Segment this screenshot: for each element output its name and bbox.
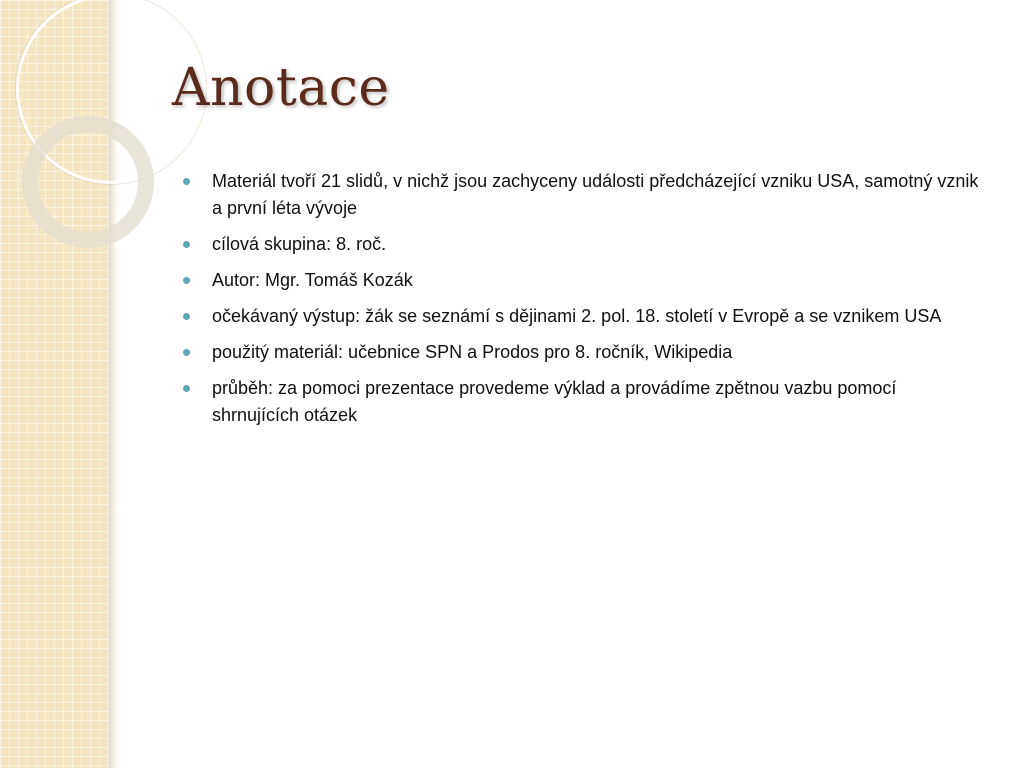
slide-content [180,168,980,438]
bullet-item [180,339,980,366]
bullet-dot-icon [183,385,190,392]
bullet-list [180,168,980,429]
bullet-text: cílová skupina: 8. roč. [212,234,387,254]
bullet-item [180,303,980,330]
bullet-text: průběh: za pomoci prezentace provedeme výklad a provádíme zpětnou vazbu pomocí shrnujících otázek [212,378,897,425]
bullet-text: použitý materiál: učebnice SPN a Prodos pro 8. ročník, Wikipedia [212,342,733,362]
bullet-dot-icon [183,313,190,320]
bullet-text: Autor: Mgr. Tomáš Kozák [212,270,413,290]
slide-title: Anotace [172,58,390,118]
bullet-item [180,267,980,294]
bullet-text: očekávaný výstup: žák se seznámí s dějinami 2. pol. 18. století v Evropě a se vznikem USA [212,306,942,326]
bullet-dot-icon [183,349,190,356]
bullet-dot-icon [183,178,190,185]
decorative-ring-small [22,116,154,248]
bullet-dot-icon [183,277,190,284]
bullet-item [180,168,980,222]
bullet-dot-icon [183,241,190,248]
bullet-item [180,375,980,429]
bullet-item [180,231,980,258]
bullet-text: Materiál tvoří 21 slidů, v nichž jsou zachyceny události předcházející vzniku USA, samotný vznik a první léta vývoje [212,171,979,218]
